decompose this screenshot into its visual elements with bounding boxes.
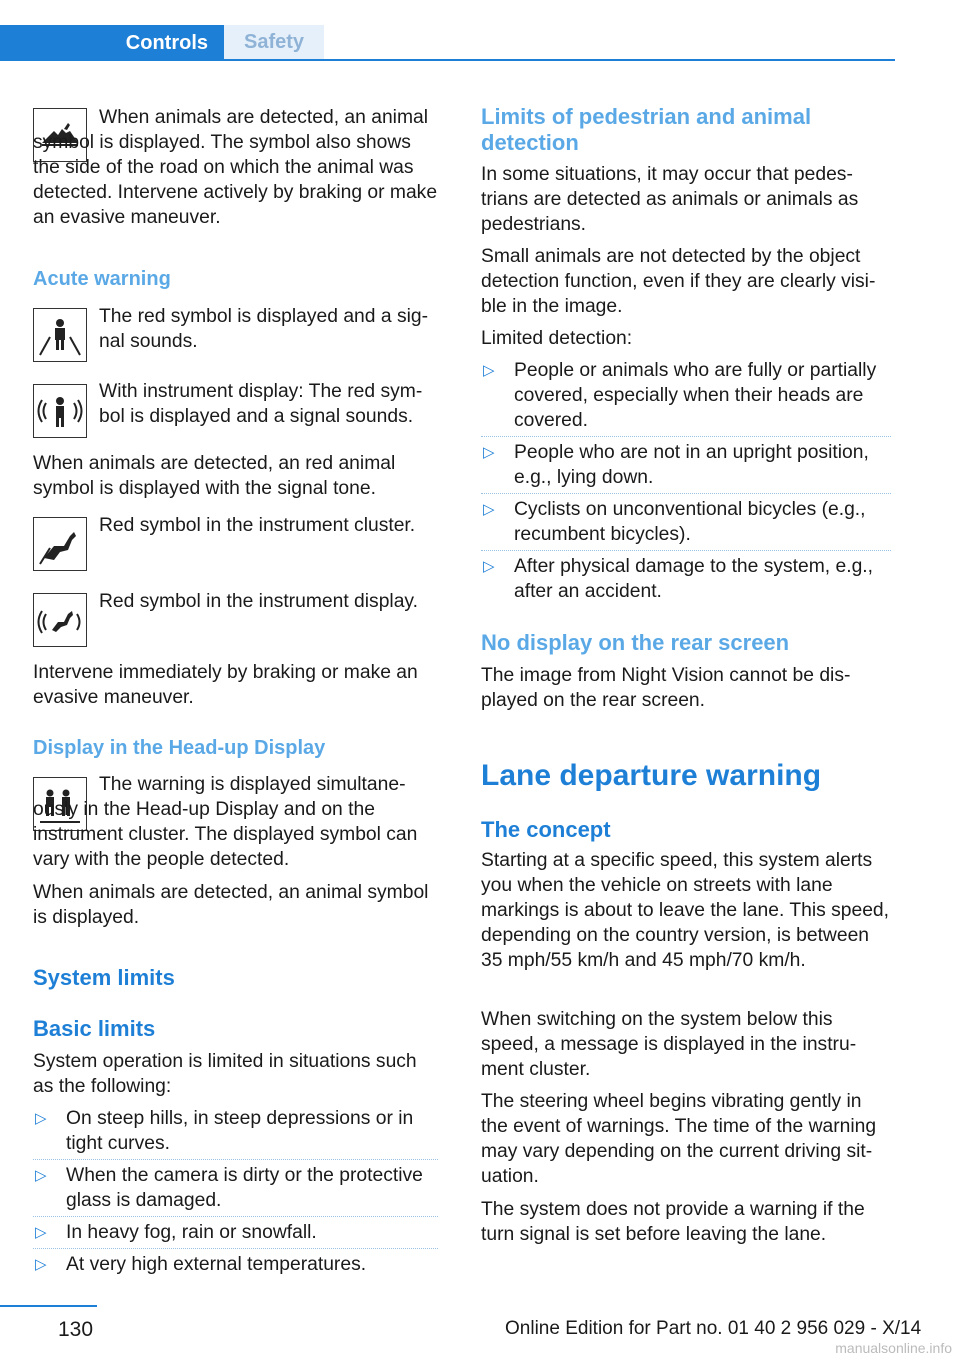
- hud-paragraph-2: When animals are detected, an animal symbol is displayed.: [33, 882, 429, 928]
- hud-heading: Display in the Head-up Display: [33, 737, 326, 759]
- list-item: ▷ After physical damage to the system, e.g., after an accident.: [483, 556, 874, 602]
- bullet-icon: ▷: [483, 444, 495, 461]
- concept-heading: The concept: [481, 817, 611, 842]
- animal-detected-paragraph: When animals are detected, an animal symbol is displayed. The symbol also shows the side of the road on which the animal was detected. Intervene actively by braking or make an evasive maneuver.: [33, 107, 438, 228]
- watermark: manualsonline.info: [835, 1340, 952, 1356]
- edition-note: Online Edition for Part no. 01 40 2 956 029 - X/14: [505, 1318, 922, 1339]
- basic-limits-intro: System operation is limited in situations such as the following:: [33, 1051, 417, 1097]
- concept-paragraph-4: The system does not provide a warning if the turn signal is set before leaving the lane.: [481, 1199, 865, 1245]
- list-item: ▷ People or animals who are fully or partially covered, especially when their heads are covered.: [481, 358, 891, 433]
- tab-controls[interactable]: Controls: [0, 25, 224, 61]
- bullet-icon: ▷: [483, 558, 495, 575]
- basic-limits-heading: Basic limits: [33, 1016, 156, 1041]
- tab-underline: [0, 59, 895, 61]
- animals-red-paragraph: When animals are detected, an red animal symbol is displayed with the signal tone.: [33, 453, 396, 499]
- limited-detection-label: Limited detection:: [481, 328, 633, 349]
- red-symbol-display-text: Red symbol in the instrument display.: [99, 591, 418, 612]
- pedestrian-limits-paragraph-2: Small animals are not detected by the object detection function, even if they are clearly visi-ble in the image.: [481, 246, 876, 317]
- bullet-icon: ▷: [35, 1167, 47, 1184]
- list-item: ▷ On steep hills, in steep depressions or in tight curves.: [33, 1106, 438, 1156]
- bullet-icon: ▷: [35, 1256, 47, 1273]
- concept-paragraph-1: Starting at a specific speed, this system alerts you when the vehicle on streets with lane markings is about to leave the lane. This speed, depending on the country version, is between 35 mph/55 km/h and 45 mph/70 km/h.: [481, 850, 890, 971]
- acute-warning-text-1: The red symbol is displayed and a sig-nal sounds.: [99, 306, 429, 352]
- acute-warning-heading: Acute warning: [33, 268, 171, 290]
- lane-departure-heading: Lane departure warning: [481, 759, 822, 792]
- bullet-icon: ▷: [483, 362, 495, 379]
- concept-paragraph-3: The steering wheel begins vibrating gently in the event of warnings. The time of the warning may vary depending on the current driving sit-uation.: [481, 1091, 877, 1187]
- limited-detection-list: [481, 358, 891, 611]
- hud-paragraph-1: The warning is displayed simultane-ously in the Head-up Display and on the instrument cluster. The displayed symbol can vary with the people detected.: [33, 774, 418, 870]
- pedestrian-limits-heading: Limits of pedestrian and animal detection: [481, 104, 812, 155]
- list-item: ▷ Cyclists on unconventional bicycles (e.g., recumbent bicycles).: [481, 497, 891, 547]
- list-item: ▷ People who are not in an upright position, e.g., lying down.: [481, 440, 891, 490]
- rear-screen-heading: No display on the rear screen: [481, 630, 790, 655]
- acute-warning-text-2: With instrument display: The red sym-bol is displayed and a signal sounds.: [99, 381, 423, 427]
- bullet-icon: ▷: [35, 1110, 47, 1127]
- system-limits-heading: System limits: [33, 965, 175, 990]
- pedestrian-limits-paragraph-1: In some situations, it may occur that pedes-trians are detected as animals or animals as pedestrians.: [481, 164, 859, 235]
- rear-screen-paragraph: The image from Night Vision cannot be dis-played on the rear screen.: [481, 665, 851, 711]
- page-number: 130: [58, 1318, 94, 1341]
- bullet-icon: ▷: [35, 1224, 47, 1241]
- list-item: ▷ In heavy fog, rain or snowfall.: [33, 1220, 438, 1245]
- intervene-paragraph: Intervene immediately by braking or make an evasive maneuver.: [33, 662, 418, 708]
- concept-paragraph-2: When switching on the system below this speed, a message is displayed in the instru-ment cluster.: [481, 1009, 857, 1080]
- list-item: ▷ At very high external temperatures.: [35, 1254, 367, 1275]
- footer-rule: [0, 1305, 97, 1307]
- red-symbol-cluster-text: Red symbol in the instrument cluster.: [99, 515, 416, 536]
- bullet-icon: ▷: [483, 501, 495, 518]
- tab-safety[interactable]: Safety: [224, 25, 324, 59]
- basic-limits-list: [33, 1106, 438, 1284]
- list-item: ▷ When the camera is dirty or the protective glass is damaged.: [33, 1163, 438, 1213]
- section-tabs: [0, 25, 895, 61]
